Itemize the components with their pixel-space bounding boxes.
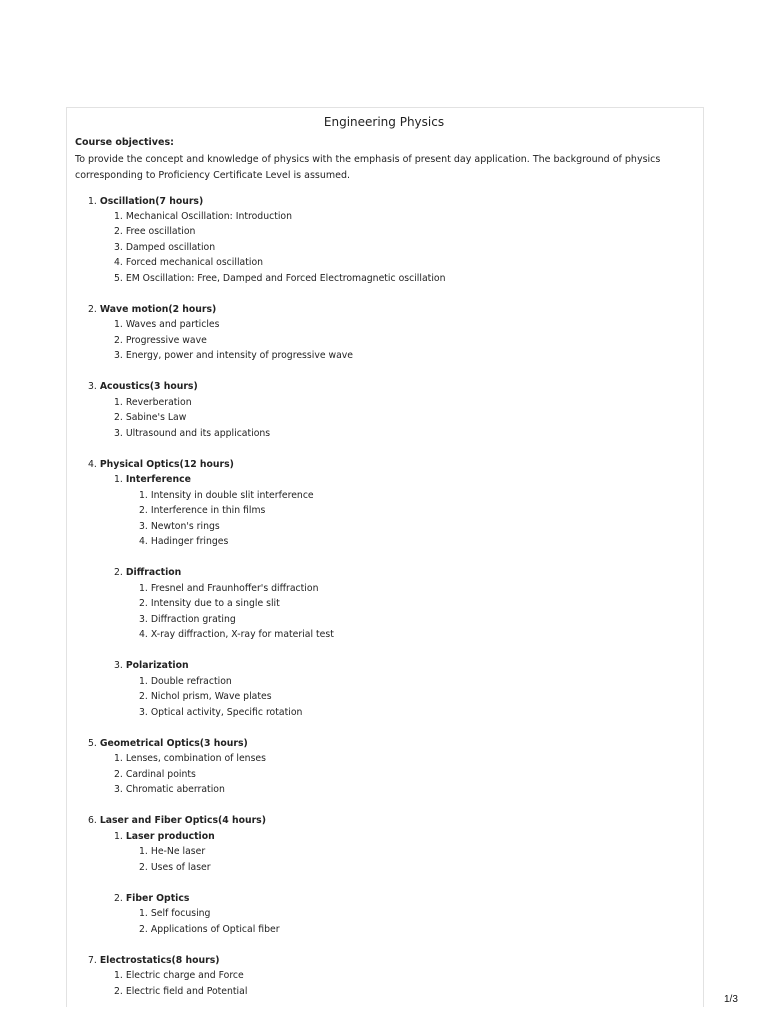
item-number: 1. — [88, 196, 100, 207]
item-number: 3. — [114, 660, 126, 671]
outline-item — [114, 412, 186, 424]
item-number: 3. — [88, 381, 100, 392]
outline-item — [114, 397, 192, 409]
item-number: 1. — [114, 319, 126, 330]
outline-item — [114, 319, 220, 331]
item-number: 5. — [114, 273, 126, 284]
item-label: Sabine's Law — [125, 412, 187, 423]
item-number: 3. — [139, 707, 151, 718]
item-label: Interference — [125, 474, 191, 485]
item-number: 2. — [139, 598, 151, 609]
outline-heading — [114, 567, 181, 579]
item-number: 3. — [139, 521, 151, 532]
item-number: 2. — [114, 893, 126, 904]
item-label: Acoustics(3 hours) — [99, 381, 198, 392]
item-label: Laser and Fiber Optics(4 hours) — [99, 815, 266, 826]
item-label: Applications of Optical fiber — [150, 924, 280, 935]
item-number: 2. — [114, 769, 126, 780]
outline-item — [114, 350, 353, 362]
outline-heading — [114, 474, 191, 486]
item-label: Double refraction — [150, 676, 232, 687]
outline-item — [139, 846, 205, 858]
item-number: 1. — [114, 211, 126, 222]
outline-item — [114, 273, 445, 285]
item-label: Damped oscillation — [125, 242, 216, 253]
outline-heading — [88, 955, 219, 967]
item-label: Self focusing — [150, 908, 211, 919]
outline-item — [114, 257, 263, 269]
outline-item — [139, 583, 318, 595]
outline-item — [139, 924, 280, 936]
item-number: 4. — [114, 257, 126, 268]
outline-item — [139, 908, 210, 920]
item-label: Diffraction grating — [150, 614, 236, 625]
item-number: 1. — [114, 970, 126, 981]
outline-heading — [114, 660, 189, 672]
item-number: 3. — [114, 428, 126, 439]
outline-item — [114, 986, 247, 998]
item-label: Interference in thin films — [150, 505, 266, 516]
item-label: Fiber Optics — [125, 893, 190, 904]
item-number: 7. — [88, 955, 100, 966]
item-label: Free oscillation — [125, 226, 196, 237]
item-label: Wave motion(2 hours) — [99, 304, 217, 315]
item-label: He-Ne laser — [150, 846, 206, 857]
outline-item — [139, 707, 302, 719]
item-number: 1. — [114, 753, 126, 764]
item-label: Ultrasound and its applications — [125, 428, 271, 439]
item-label: Geometrical Optics(3 hours) — [99, 738, 248, 749]
item-label: Electric field and Potential — [125, 986, 248, 997]
item-number: 3. — [114, 350, 126, 361]
item-label: Electrostatics(8 hours) — [99, 955, 220, 966]
outline-heading — [88, 304, 216, 316]
item-number: 4. — [139, 629, 151, 640]
item-label: Uses of laser — [150, 862, 211, 873]
item-label: EM Oscillation: Free, Damped and Forced Electromagnetic oscillation — [125, 273, 446, 284]
item-number: 1. — [139, 908, 151, 919]
outline-item — [114, 211, 292, 223]
item-number: 2. — [139, 924, 151, 935]
item-label: Physical Optics(12 hours) — [99, 459, 234, 470]
item-number: 1. — [139, 846, 151, 857]
outline-item — [114, 784, 225, 796]
item-number: 3. — [114, 242, 126, 253]
item-label: Nichol prism, Wave plates — [150, 691, 272, 702]
item-number: 4. — [139, 536, 151, 547]
item-label: Waves and particles — [125, 319, 220, 330]
item-label: Laser production — [125, 831, 215, 842]
item-number: 1. — [139, 676, 151, 687]
item-number: 2. — [139, 862, 151, 873]
item-label: Intensity due to a single slit — [150, 598, 280, 609]
item-label: Reverberation — [125, 397, 192, 408]
item-label: Diffraction — [125, 567, 182, 578]
outline-item — [139, 521, 220, 533]
outline-item — [114, 335, 207, 347]
item-label: Forced mechanical oscillation — [125, 257, 264, 268]
outline-item — [114, 226, 195, 238]
outline-heading — [114, 831, 215, 843]
outline-heading — [88, 381, 198, 393]
item-number: 2. — [139, 691, 151, 702]
item-label: Cardinal points — [125, 769, 196, 780]
outline-item — [139, 598, 280, 610]
item-number: 2. — [88, 304, 100, 315]
item-number: 1. — [114, 474, 126, 485]
outline-item — [139, 676, 232, 688]
outline-item — [139, 536, 228, 548]
outline-item — [114, 769, 196, 781]
item-number: 2. — [114, 986, 126, 997]
page-title: Engineering Physics — [323, 115, 445, 129]
outline-item — [139, 614, 236, 626]
outline-item — [139, 862, 211, 874]
item-label: Electric charge and Force — [125, 970, 244, 981]
page-number: 1/3 — [724, 994, 738, 1005]
item-label: Lenses, combination of lenses — [125, 753, 266, 764]
item-number: 3. — [139, 614, 151, 625]
outline-item — [139, 629, 334, 641]
item-label: Chromatic aberration — [125, 784, 225, 795]
item-label: Hadinger fringes — [150, 536, 229, 547]
item-number: 4. — [88, 459, 100, 470]
outline-item — [114, 970, 244, 982]
item-label: Polarization — [125, 660, 189, 671]
item-number: 2. — [114, 567, 126, 578]
item-label: Intensity in double slit interference — [150, 490, 314, 501]
item-label: Oscillation(7 hours) — [99, 196, 204, 207]
outline-item — [139, 490, 314, 502]
item-label: X-ray diffraction, X-ray for material test — [150, 629, 334, 640]
item-label: Newton's rings — [150, 521, 220, 532]
objectives-heading: Course objectives: — [75, 137, 174, 148]
item-number: 2. — [114, 335, 126, 346]
item-number: 2. — [114, 226, 126, 237]
item-number: 1. — [139, 583, 151, 594]
item-number: 1. — [114, 831, 126, 842]
item-number: 5. — [88, 738, 100, 749]
outline-item — [139, 691, 272, 703]
item-number: 3. — [114, 784, 126, 795]
outline-item — [139, 505, 265, 517]
item-label: Fresnel and Fraunhoffer's diffraction — [150, 583, 319, 594]
outline-item — [114, 753, 266, 765]
item-number: 1. — [114, 397, 126, 408]
item-label: Optical activity, Specific rotation — [150, 707, 303, 718]
outline-heading — [88, 815, 266, 827]
item-number: 2. — [139, 505, 151, 516]
outline-heading — [88, 196, 203, 208]
outline-item — [114, 428, 270, 440]
item-label: Mechanical Oscillation: Introduction — [125, 211, 293, 222]
item-number: 2. — [114, 412, 126, 423]
objectives-text: To provide the concept and knowledge of physics with the emphasis of present day application. The background of physics corresponding to Proficiency Certificate Level is assumed. — [75, 154, 661, 181]
outline-heading — [88, 738, 248, 750]
outline-heading — [88, 459, 234, 471]
outline-item — [114, 242, 215, 254]
item-label: Energy, power and intensity of progressive wave — [125, 350, 354, 361]
outline-heading — [114, 893, 189, 905]
item-number: 6. — [88, 815, 100, 826]
item-number: 1. — [139, 490, 151, 501]
item-label: Progressive wave — [125, 335, 207, 346]
